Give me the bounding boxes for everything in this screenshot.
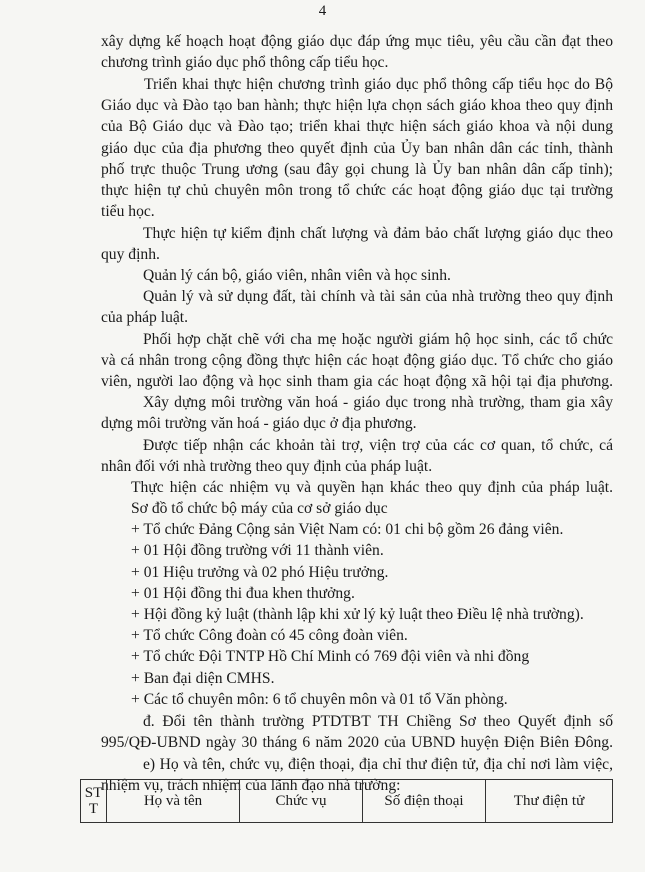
header-stt (81, 780, 107, 823)
text-line: Triển khai thực hiện chương trình giáo dục phổ thông cấp tiểu học do Bộ (144, 76, 613, 93)
text-line: Xây dựng môi trường văn hoá - giáo dục trong nhà trường, tham gia xây (143, 394, 613, 411)
text-line: nhân đối với nhà trường theo quy định của pháp luật. (101, 458, 433, 475)
text-line: Phối hợp chặt chẽ với cha mẹ hoặc người giám hộ học sinh, các tổ chức (143, 331, 613, 348)
list-item: + Các tổ chuyên môn: 6 tổ chuyên môn và 01 tổ Văn phòng. (131, 691, 508, 708)
text-line: e) Họ và tên, chức vụ, điện thoại, địa chỉ thư điện tử, địa chỉ nơi làm việc, (143, 756, 613, 773)
text-line: của Bộ Giáo dục và Đào tạo; triển khai thực hiện sách giáo khoa và nội dung (101, 118, 613, 135)
text-line: viên, người lao động và học sinh tham gia các hoạt động xã hội tại địa phương. (101, 373, 613, 390)
text-line: Thực hiện tự kiểm định chất lượng và đảm bảo chất lượng giáo dục theo (143, 225, 613, 242)
list-item: + 01 Hội đồng thi đua khen thưởng. (131, 585, 355, 602)
text-line: Sơ đồ tổ chức bộ máy của cơ sở giáo dục (131, 500, 388, 517)
list-item: + Tổ chức Đảng Cộng sản Việt Nam có: 01 chi bộ gồm 26 đảng viên. (131, 521, 564, 538)
text-line: Thực hiện các nhiệm vụ và quyền hạn khác theo quy định của pháp luật. (131, 479, 613, 496)
leadership-table (80, 779, 613, 823)
text-line: thực hiện tự chủ chuyên môn trong tổ chức các hoạt động giáo dục tại trường (101, 182, 613, 199)
header-name: Họ và tên (107, 780, 240, 823)
text-line: Quản lý và sử dụng đất, tài chính và tài sản của nhà trường theo quy định (143, 288, 613, 305)
text-line: và cá nhân trong cộng đồng thực hiện các hoạt động giáo dục. Tổ chức cho giáo (101, 352, 613, 369)
text-line: giáo dục của địa phương theo quyết định của Ủy ban nhân dân các tỉnh, thành (101, 140, 613, 157)
page-number: 4 (318, 3, 327, 19)
header-position: Chức vụ (240, 780, 363, 823)
text-line: nhiệm vụ, trách nhiệm của lãnh đạo nhà trường: (101, 777, 401, 794)
text-line: Giáo dục và Đào tạo ban hành; thực hiện lựa chọn sách giáo khoa theo quy định (101, 97, 613, 114)
text-line: chương trình giáo dục phổ thông cấp tiểu học. (101, 54, 389, 71)
text-line: tiểu học. (101, 203, 155, 220)
text-line: xây dựng kế hoạch hoạt động giáo dục đáp ứng mục tiêu, yêu cầu cần đạt theo (101, 33, 613, 50)
text-line: Được tiếp nhận các khoản tài trợ, viện trợ của các cơ quan, tổ chức, cá (143, 437, 613, 454)
header-stt-line2: T (88, 801, 99, 817)
text-line: quy định. (101, 246, 160, 263)
list-item: + Tổ chức Đội TNTP Hồ Chí Minh có 769 đội viên và nhi đồng (131, 648, 530, 665)
text-line: 995/QĐ-UBND ngày 30 tháng 6 năm 2020 của UBND huyện Điện Biên Đông. (101, 734, 613, 751)
text-line: phố trực thuộc Trung ương (sau đây gọi chung là Ủy ban nhân dân cấp tỉnh); (101, 161, 613, 178)
text-line: dựng môi trường văn hoá - giáo dục ở địa phương. (101, 415, 417, 432)
text-line: Quản lý cán bộ, giáo viên, nhân viên và học sinh. (143, 267, 451, 284)
list-item: + Hội đồng kỷ luật (thành lập khi xử lý kỷ luật theo Điều lệ nhà trường). (131, 606, 584, 623)
list-item: + 01 Hội đồng trường với 11 thành viên. (131, 542, 384, 559)
list-item: + Tổ chức Công đoàn có 45 công đoàn viên. (131, 627, 408, 644)
text-line: của pháp luật. (101, 309, 189, 326)
list-item: + Ban đại diện CMHS. (131, 670, 275, 687)
header-email: Thư điện tử (486, 780, 613, 823)
table-header-row (81, 780, 613, 823)
text-line: đ. Đổi tên thành trường PTDTBT TH Chiềng Sơ theo Quyết định số (143, 713, 613, 730)
header-stt-line1: ST (84, 785, 103, 801)
list-item: + 01 Hiệu trưởng và 02 phó Hiệu trưởng. (131, 564, 389, 581)
header-phone: Số điện thoại (363, 780, 486, 823)
